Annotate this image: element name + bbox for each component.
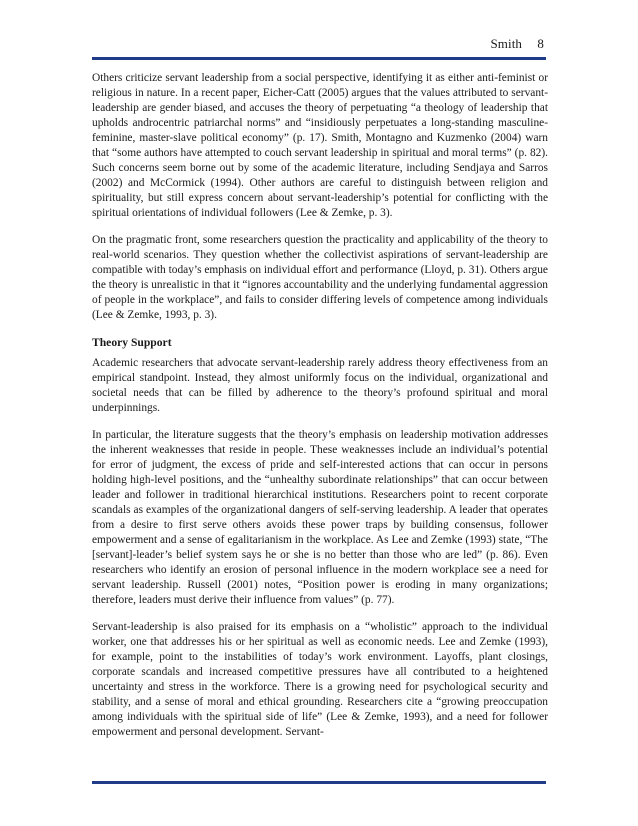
- section-heading: Theory Support: [92, 336, 172, 349]
- paragraph-wholistic-approach: Servant-leadership is also praised for its emphasis on a “wholistic” approach to the individual worker, one that addresses his or her spiritual as well as economic needs. Lee and Zemke (1993), for example, point to the instabilities of today’s work environment. Layoffs, plant closings, corporate scandals and increased competitive pressures have all contributed to a heightened uncertainty and stress in the workforce. There is a growing need for psychological security and stability, and a sense of moral and ethical grounding. Researchers cite a “growing preoccupation among individuals with the spiritual side of life” (Lee & Zemke, 1993), and a need for follower empowerment and personal development. Servant-: [92, 621, 548, 738]
- running-head-author: Smith: [490, 36, 523, 51]
- page-number: 8: [537, 36, 544, 51]
- footer-rule: [92, 781, 546, 784]
- paragraph-social-criticism: Others criticize servant leadership from a social perspective, identifying it as either anti-feminist or religious in nature. In a recent paper, Eicher-Catt (2005) argues that the values attributed to servant-leadership are gender biased, and accuses the theory of perpetuating “a theology of leadership that upholds androcentric patriarchal norms” and “insidiously perpetuates a long-standing masculine-feminine, master-slave political economy” (p. 17). Smith, Montagno and Kuzmenko (2004) warn that “some authors have attempted to couch servant leadership in spiritual and moral terms” (p. 82). Such concerns seem borne out by some of the academic literature, including Sendjaya and Sarros (2002) and McCormick (1994). Other authors are careful to distinguish between religion and spirituality, but still express concern about servant-leadership’s potential for conflicting with the spiritual orientations of individual followers (Lee & Zemke, p. 3).: [92, 72, 548, 219]
- paragraph-leadership-motivation: In particular, the literature suggests that the theory’s emphasis on leadership motivation addresses the inherent weaknesses that reside in people. These weaknesses include an individual’s potential for error of judgment, the excess of pride and self-interested actions that can occur in persons holding high-level positions, and the “unhealthy subordinate relationships” that can occur between leader and follower in traditional hierarchical institutions. Researchers point to recent corporate scandals as examples of the organizational dangers of self-serving leadership. A leader that operates from a desire to first serve others avoids these power traps by building consensus, follower empowerment and a sense of egalitarianism in the workplace. As Lee and Zemke (1993) state, “The [servant]-leader’s belief system says he or she is no better than those who are led” (p. 86). Even researchers who identify an erosion of personal influence in the modern workplace see a need for servant leadership. Russell (2001) notes, “Position power is eroding in many organizations; therefore, leaders must derive their influence from values” (p. 77).: [92, 429, 548, 606]
- page-body: [92, 71, 548, 752]
- page-header: [490, 36, 544, 52]
- paragraph-theory-support-intro: Academic researchers that advocate servant-leadership rarely address theory effectiveness from an empirical standpoint. Instead, they almost uniformly focus on the individual, organizational and societal needs that can be filled by adherence to the theory’s profound spiritual and moral underpinnings.: [92, 357, 548, 414]
- paragraph-pragmatic-criticism: On the pragmatic front, some researchers question the practicality and applicability of the theory to real-world scenarios. They question whether the collectivist aspirations of servant-leadership are compatible with today’s emphasis on individual effort and performance (Lloyd, p. 31). Others argue the theory is unrealistic in that it “ignores accountability and the underlying fundamental aggression of people in the workplace”, and fails to consider differing levels of competence among individuals (Lee & Zemke, 1993, p. 3).: [92, 234, 548, 321]
- header-rule: [92, 57, 546, 60]
